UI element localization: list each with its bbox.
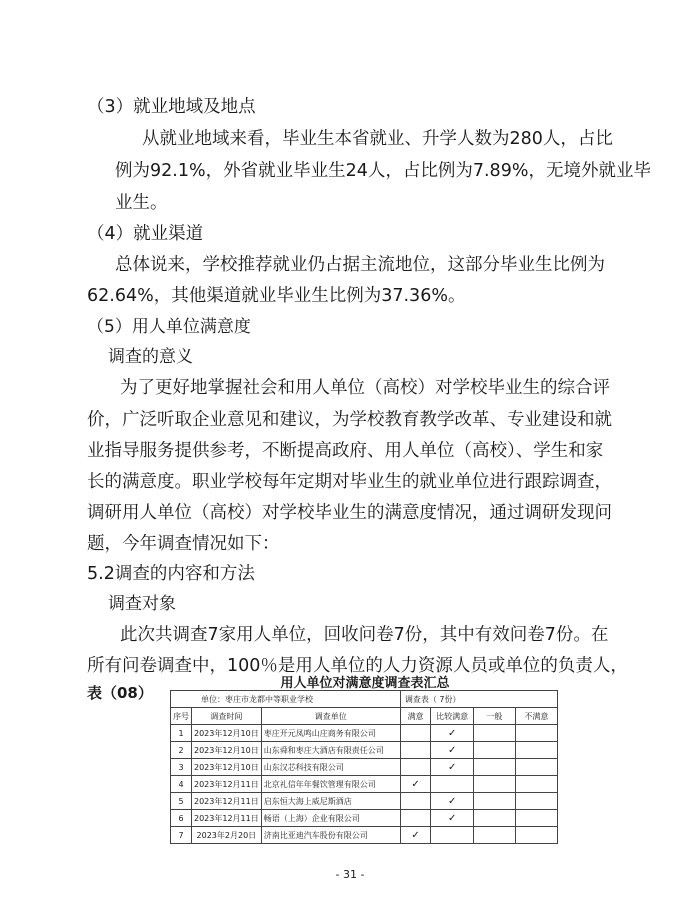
table-cell: 5 [171, 793, 192, 810]
table-cell [515, 827, 557, 844]
table-cell: 启东恒大海上威尼斯酒店 [261, 793, 400, 810]
paragraph-line: 例为92.1%，外省就业毕业生24人，占比例为7.89%，无境外就业毕 [115, 161, 651, 181]
table-title: 用人单位对满意度调查表汇总 [280, 676, 450, 691]
header-cell: 调查单位 [261, 708, 400, 725]
paragraph-line: 为了更好地掌握社会和用人单位（高校）对学校毕业生的综合评 [120, 378, 610, 398]
paragraph-line: 调研用人单位（高校）对学校毕业生的满意度情况，通过调研发现问 [87, 503, 612, 523]
header-cell: 比较满意 [431, 708, 474, 725]
table-row [171, 793, 558, 810]
table-row [171, 776, 558, 793]
header-cell: 序号 [171, 708, 192, 725]
table-label: 表（08） [87, 684, 153, 702]
table-row [171, 810, 558, 827]
checkmark-cell: ✓ [400, 776, 430, 793]
page-number: - 31 - [335, 868, 365, 881]
table-header-row [171, 708, 558, 725]
table-cell: 济南比亚迪汽车股份有限公司 [261, 827, 400, 844]
paragraph-line: 此次共调查7家用人单位，回收问卷7份，其中有效问卷7份。在 [120, 625, 609, 645]
heading-employer-satisfaction: （5）用人单位满意度 [87, 317, 251, 337]
table-cell [473, 759, 515, 776]
heading-survey-subject: 调查对象 [108, 594, 176, 614]
table-cell [400, 742, 430, 759]
paragraph-line: 总体说来，学校推荐就业仍占据主流地位，这部分毕业生比例为 [115, 255, 605, 275]
table-cell: 7 [171, 827, 192, 844]
table-cell [473, 776, 515, 793]
heading-survey-significance: 调查的意义 [108, 347, 193, 367]
table-cell [515, 742, 557, 759]
table-cell: 1 [171, 725, 192, 742]
table-row [171, 759, 558, 776]
table-info-row [171, 691, 558, 708]
table-cell [400, 759, 430, 776]
table-cell: 北京礼信年年餐饮管理有限公司 [261, 776, 400, 793]
heading-section-5-2: 5.2调查的内容和方法 [87, 564, 255, 584]
table-cell [431, 776, 474, 793]
table-cell: 山东汉芯科技有限公司 [261, 759, 400, 776]
unit-text: 单位：枣庄市龙都中等职业学校 [171, 691, 401, 708]
table-cell [431, 827, 474, 844]
table-cell [473, 742, 515, 759]
table-cell [515, 776, 557, 793]
table-cell: 2023年12月11日 [192, 810, 262, 827]
paragraph-line: 业指导服务提供参考，不断提高政府、用人单位（高校）、学生和家 [87, 441, 604, 461]
paragraph-line: 所有问卷调查中，100％是用人单位的人力资源人员或单位的负责人， [87, 656, 628, 676]
table-cell [515, 759, 557, 776]
table-row [171, 742, 558, 759]
paragraph-line: 从就业地域来看，毕业生本省就业、升学人数为280人，占比 [142, 129, 613, 149]
paragraph-line: 长的满意度。职业学校每年定期对毕业生的就业单位进行跟踪调查， [87, 472, 612, 492]
paragraph-line: 62.64%，其他渠道就业毕业生比例为37.36%。 [87, 286, 466, 306]
table-cell: 2023年2月20日 [192, 827, 262, 844]
checkmark-cell: ✓ [400, 827, 430, 844]
table-cell: 2023年12月10日 [192, 742, 262, 759]
table-row [171, 827, 558, 844]
satisfaction-table [170, 690, 558, 844]
table-cell [400, 725, 430, 742]
table-cell: 2023年12月11日 [192, 793, 262, 810]
table-cell [400, 810, 430, 827]
checkmark-cell: ✓ [431, 759, 474, 776]
checkmark-cell: ✓ [431, 725, 474, 742]
survey-count-text: 调查表（ 7份） [400, 691, 557, 708]
table-cell: 山东舜和枣庄大酒店有限责任公司 [261, 742, 400, 759]
table-cell [515, 793, 557, 810]
table-cell [473, 810, 515, 827]
table-cell [515, 810, 557, 827]
paragraph-line: 题，今年调查情况如下： [87, 534, 280, 554]
checkmark-cell: ✓ [431, 742, 474, 759]
checkmark-cell: ✓ [431, 793, 474, 810]
table-row [171, 725, 558, 742]
header-cell: 不满意 [515, 708, 557, 725]
table-cell: 2023年12月11日 [192, 776, 262, 793]
paragraph-line: 价，广泛听取企业意见和建议，为学校教育教学改革、专业建设和就 [87, 410, 612, 430]
heading-employment-channel: （4）就业渠道 [87, 224, 204, 244]
table-cell [473, 827, 515, 844]
table-cell: 2023年12月10日 [192, 759, 262, 776]
table-cell: 畅语（上海）企业有限公司 [261, 810, 400, 827]
table-cell: 3 [171, 759, 192, 776]
header-cell: 一般 [473, 708, 515, 725]
table-cell [473, 725, 515, 742]
table-cell: 枣庄开元凤鸣山庄商务有限公司 [261, 725, 400, 742]
table-cell [400, 793, 430, 810]
table-cell: 4 [171, 776, 192, 793]
header-cell: 调查时间 [192, 708, 262, 725]
paragraph-line: 业生。 [115, 193, 168, 213]
table-cell [515, 725, 557, 742]
checkmark-cell: ✓ [431, 810, 474, 827]
table-cell: 2023年12月10日 [192, 725, 262, 742]
table-cell [473, 793, 515, 810]
header-cell: 满意 [400, 708, 430, 725]
table-cell: 2 [171, 742, 192, 759]
heading-employment-region: （3）就业地域及地点 [87, 97, 256, 117]
table-cell: 6 [171, 810, 192, 827]
